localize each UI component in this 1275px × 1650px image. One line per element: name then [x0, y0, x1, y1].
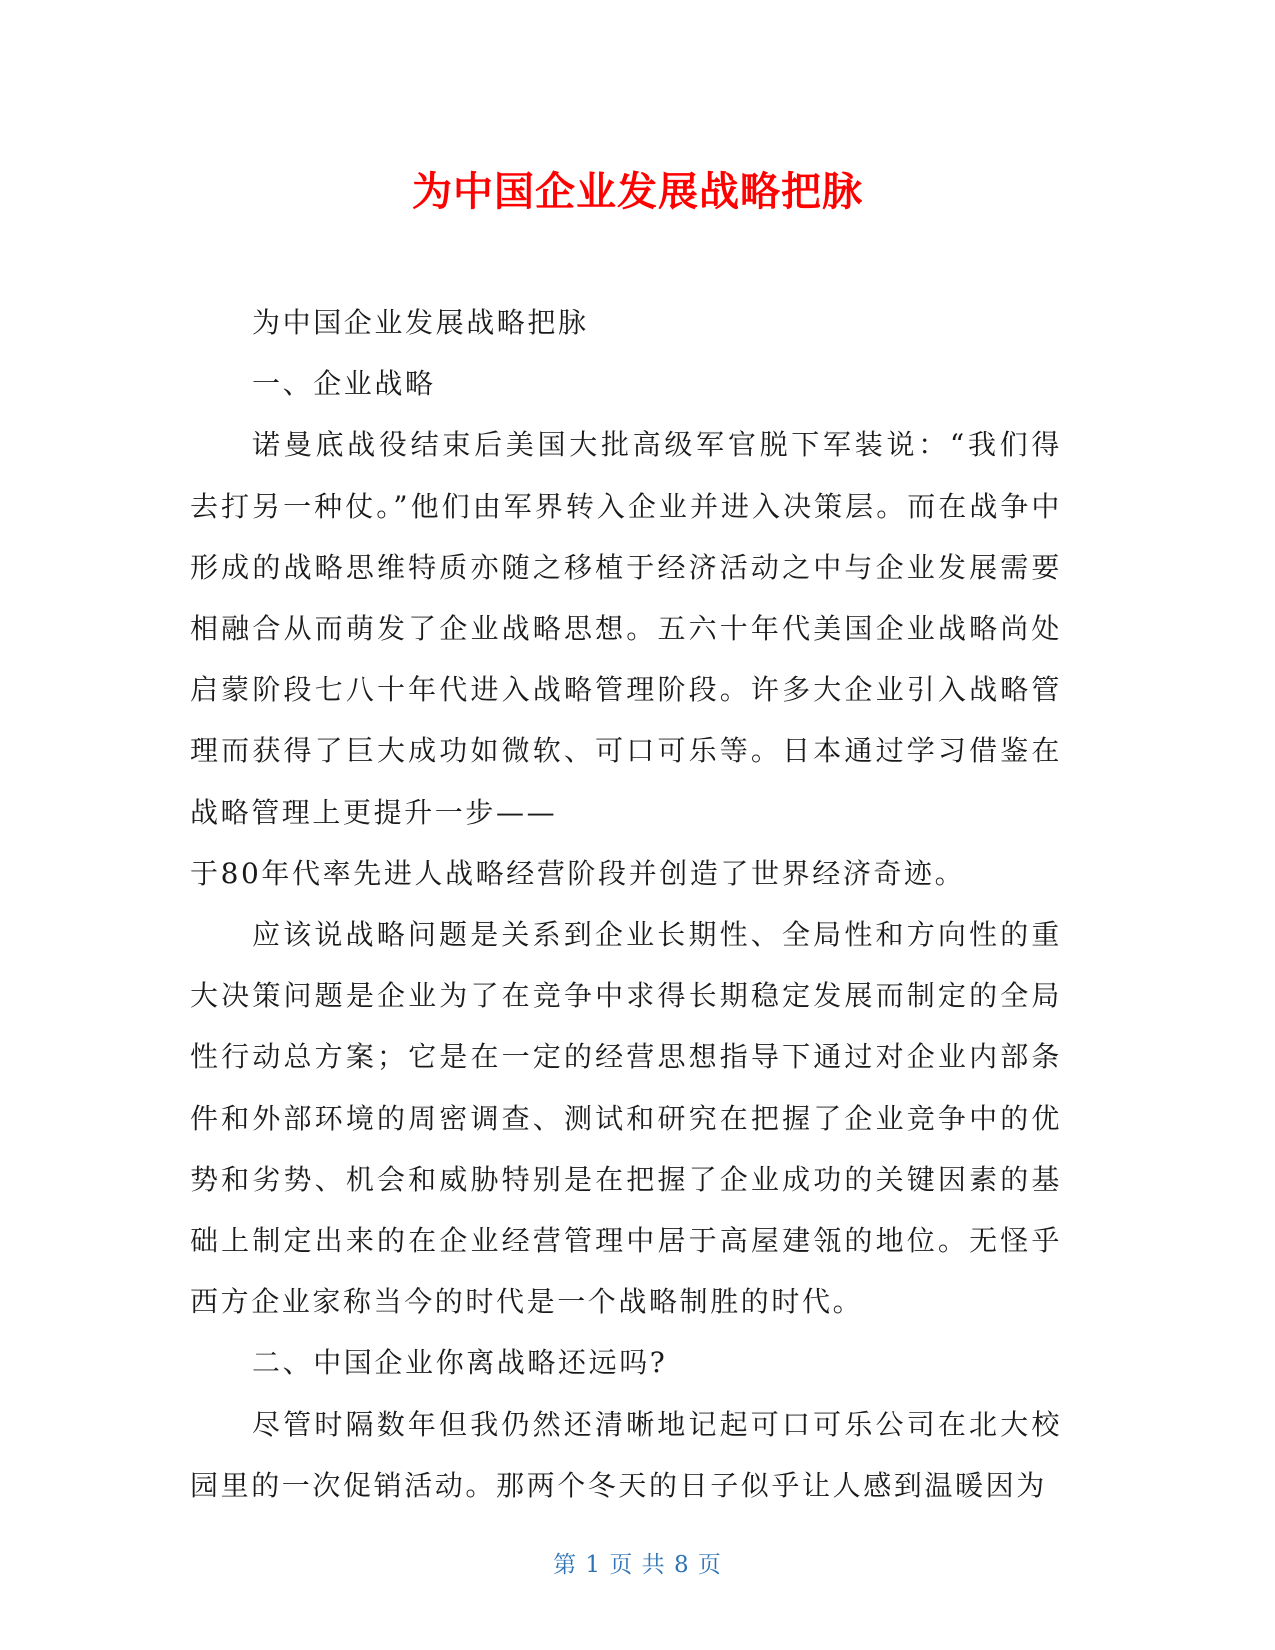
footer-total-pages: 8 [673, 1552, 690, 1578]
footer-suffix: 页 [697, 1552, 722, 1578]
page-footer [0, 1546, 1275, 1579]
paragraph: 于80年代率先进人战略经营阶段并创造了世界经济奇迹。 [190, 856, 966, 890]
paragraph: 尽管时隔数年但我仍然还清晰地记起可口可乐公司在北大校园里的一次促销活动。那两个冬天的日子似乎让人感到温暖因为 [190, 1407, 1062, 1502]
paragraph-heading: 为中国企业发展战略把脉 [252, 306, 589, 339]
footer-prefix: 第 [553, 1552, 578, 1578]
section-heading-1: 一、企业战略 [252, 367, 436, 401]
document-body [190, 292, 1062, 1516]
footer-current-page: 1 [585, 1552, 602, 1578]
footer-page-word: 页 [609, 1552, 634, 1578]
paragraph: 诺曼底战役结束后美国大批高级军官脱下军装说：“我们得去打另一种仗。”他们由军界转入企业并进入决策层。而在战争中形成的战略思维特质亦随之移植于经济活动之中与企业发展需要相融合从而萌发了企业战略思想。五六十年代美国企业战略尚处启蒙阶段七八十年代进入战略管理阶段。许多大企业引入战略管理而获得了巨大成功如微软、可口可乐等。日本通过学习借鉴在战略管理上更提升一步—— [190, 428, 1062, 829]
section-heading-2: 二、中国企业你离战略还远吗? [252, 1346, 668, 1380]
footer-total-prefix: 共 [641, 1552, 666, 1578]
document-title: 为中国企业发展战略把脉 [412, 169, 863, 215]
paragraph: 应该说战略问题是关系到企业长期性、全局性和方向性的重大决策问题是企业为了在竞争中求得长期稳定发展而制定的全局性行动总方案；它是在一定的经营思想指导下通过对企业内部条件和外部环境的周密调查、测试和研究在把握了企业竞争中的优势和劣势、机会和威胁特别是在把握了企业成功的关键因素的基础上制定出来的在企业经营管理中居于高屋建瓴的地位。无怪乎西方企业家称当今的时代是一个战略制胜的时代。 [190, 918, 1062, 1319]
